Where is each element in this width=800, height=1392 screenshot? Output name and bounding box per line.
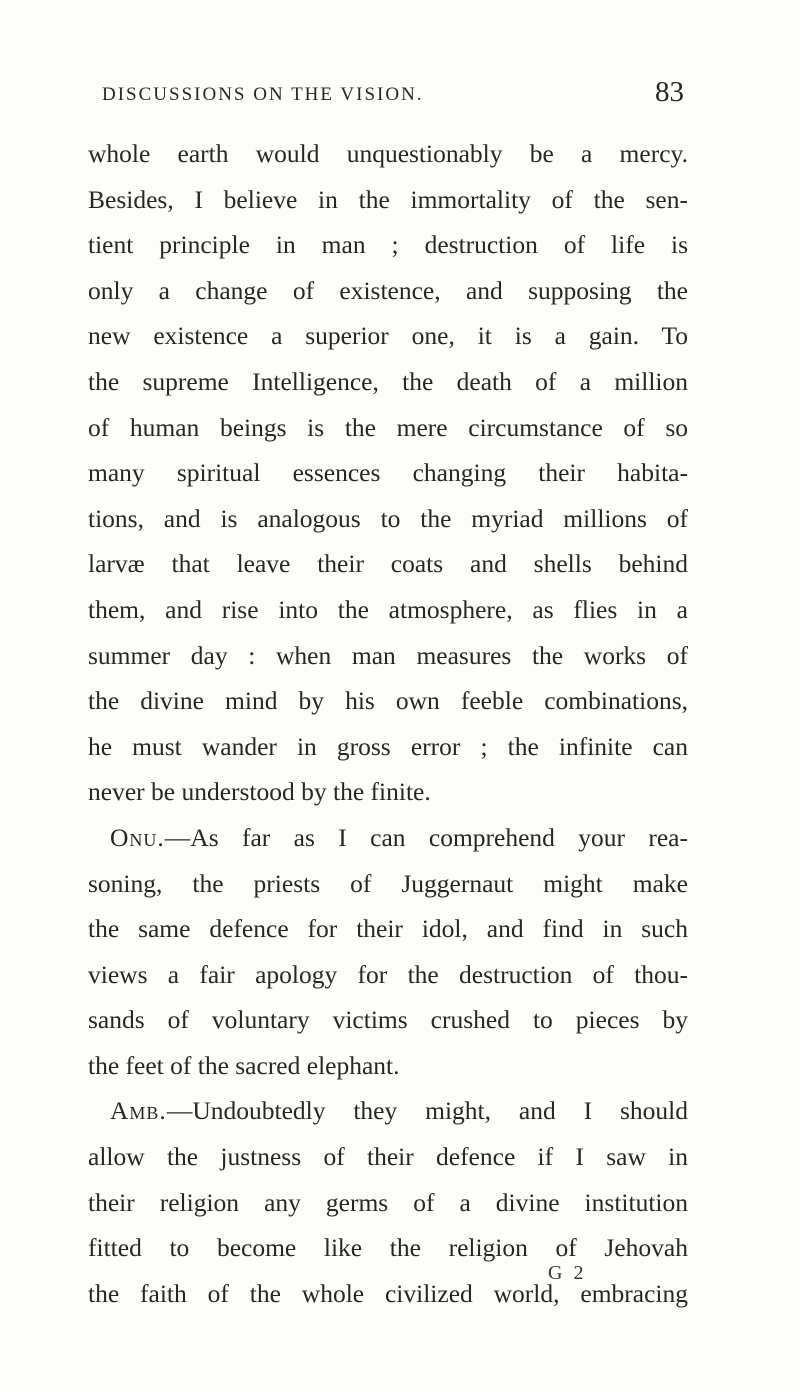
text-line: soning, the priests of Juggernaut might make [88,868,688,898]
text-line: allow the justness of their defence if I saw in [88,1142,688,1172]
text-line: many spiritual essences changing their habita- [88,458,688,488]
text-line: larvæ that leave their coats and shells behind [88,549,688,579]
text-line: the faith of the whole civilized world, embracing [88,1278,688,1308]
speaker-name-amb: Amb. [110,1096,167,1126]
text-line: whole earth would unquestionably be a mercy. [88,139,688,168]
signature-mark: G 2 [548,1262,587,1284]
text-line: the same defence for their idol, and find in such [88,914,688,944]
text-line: new existence a superior one, it is a gain. To [88,321,688,351]
page-number: 83 [655,76,684,108]
text-line: only a change of existence, and supposing the [88,275,688,305]
dialogue-text: —Undoubtedly they might, and I should [166,1096,688,1126]
text-line: of human beings is the mere circumstance of so [88,412,688,442]
text-line: tient principle in man ; destruction of life is [88,230,688,260]
dialogue-text: —As far as I can comprehend your rea- [164,822,688,852]
text-line: their religion any germs of a divine institution [88,1187,688,1217]
body-text [88,131,688,1316]
text-line: them, and rise into the atmosphere, as flies in a [88,594,688,624]
text-line: summer day : when man measures the works of [88,640,688,670]
text-line: tions, and is analogous to the myriad millions of [88,503,688,533]
text-line: Besides, I believe in the immortality of the sen- [88,184,688,214]
text-line: the divine mind by his own feeble combinations, [88,686,688,716]
text-line: views a fair apology for the destruction of thou- [88,959,688,989]
speaker-name-onu: Onu. [110,822,165,852]
dialogue-line-amb [88,1088,688,1134]
text-line: he must wander in gross error ; the infinite can [88,731,688,761]
text-line: fitted to become like the religion of Jehovah [88,1233,688,1263]
text-line: the supreme Intelligence, the death of a million [88,366,688,396]
text-line: the feet of the sacred elephant. [88,1050,400,1080]
text-line: never be understood by the finite. [88,777,431,807]
page-header [88,68,684,112]
dialogue-line-onu [88,815,688,861]
running-head: DISCUSSIONS ON THE VISION. [102,84,424,105]
text-line: sands of voluntary victims crushed to pieces by [88,1005,688,1035]
